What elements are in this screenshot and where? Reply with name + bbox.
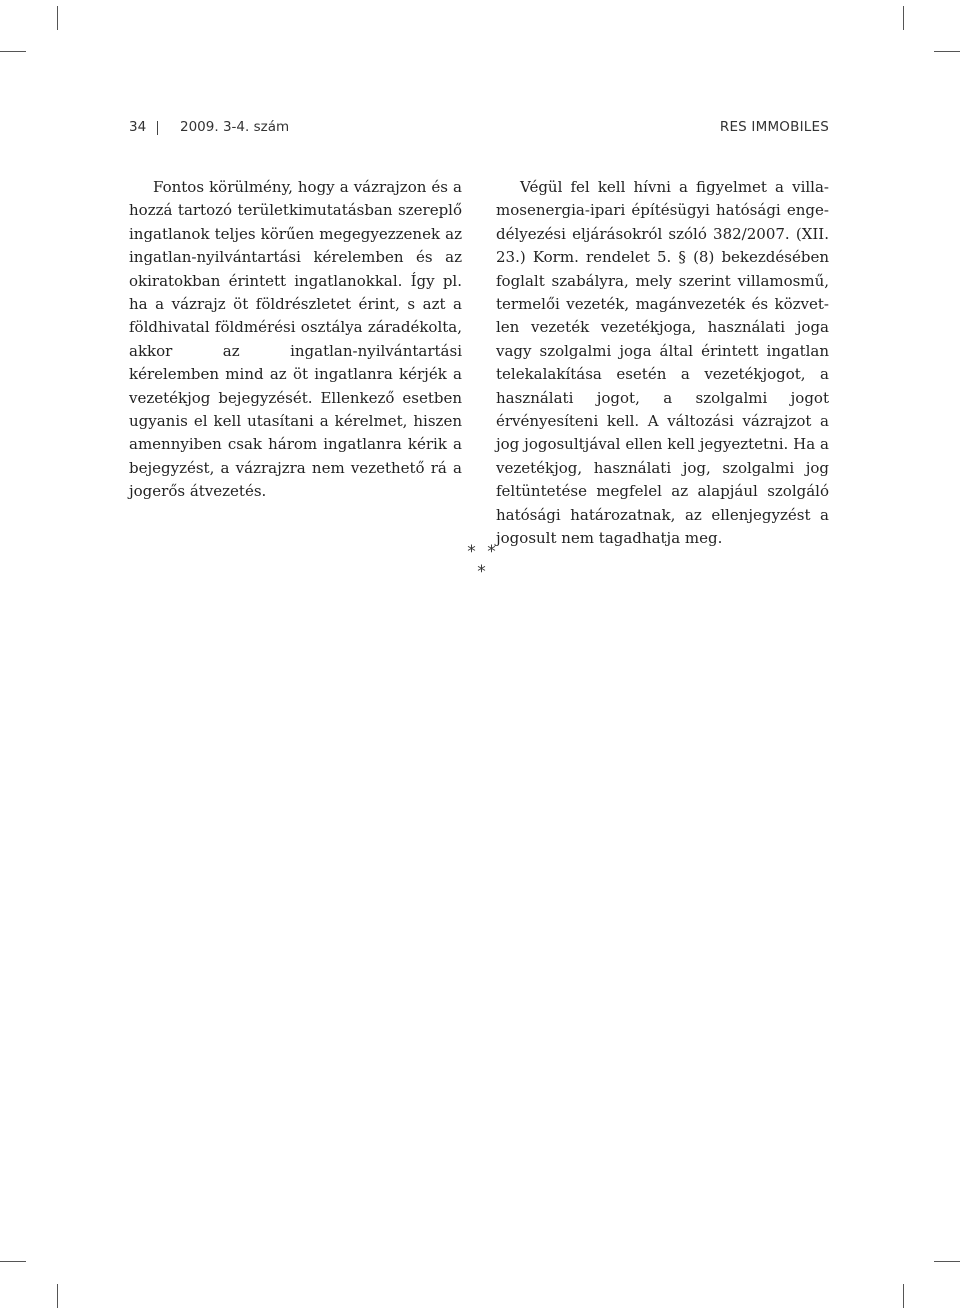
issue-label: 2009. 3-4. szám [180,119,290,135]
crop-mark-left-bottom [0,1261,26,1262]
crop-mark-top-right [903,6,904,30]
left-column [129,176,462,504]
crop-mark-bottom-right [903,1284,904,1308]
left-paragraph: Fontos körülmény, hogy a vázrajzon és a hozzá tartozó területkimutatásban szereplő ingatlanok teljes körűen megegyezzenek az ingatlan-nyilvántartási kérelemben és az okiratokban érintett ingatlanokkal. Így pl. ha a vázrajz öt földrészletet érint, s azt a földhivatal földmérési osztálya záradékolta, akkor az ingatlan-nyilvántartási kérelemben mind az öt ingatlanra kérjék a vezetékjog bejegyzését. Ellenkező esetben ugyanis el kell utasítani a kérelmet, hiszen amennyiben csak három ingatlanra kérik a bejegyzést, a vázrajzra nem vezethető rá a jogerős átvezetés. [129,178,462,501]
crop-mark-bottom-left [57,1284,58,1308]
journal-title: RES IMMOBILES [719,119,829,135]
section-separator: * * * [467,542,499,582]
crop-mark-top-left [57,6,58,30]
crop-mark-right-bottom [934,1261,960,1262]
running-header [129,119,829,141]
header-separator [157,121,158,135]
right-paragraph: Végül fel kell hívni a figyelmet a villamosenergia-ipari építésügyi hatósági engedélyezési eljárásokról szóló 382/2007. (XII. 23.) Korm. rendelet 5. § (8) bekezdésében foglalt szabályra, mely szerint villamosmű, termelői vezeték, magánvezeték és közvetlen vezeték vezetékjoga, használati joga vagy szolgalmi joga által érintett ingatlan telekalakítása esetén a vezetékjogot, a használati jogot, a szolgalmi jogot érvényesíteni kell. A változási vázrajzot a jog jogosultjával ellen kell jegyeztetni. Ha a vezetékjog, használati jog, szolgalmi jog feltüntetése megfelel az alapjául szolgáló hatósági határozatnak, az ellenjegyzést a jogosult nem tagadhatja meg. [496,178,829,548]
crop-mark-left-top [0,51,26,52]
crop-mark-right-top [934,51,960,52]
page-number: 34 [129,119,147,135]
right-column [496,176,829,551]
